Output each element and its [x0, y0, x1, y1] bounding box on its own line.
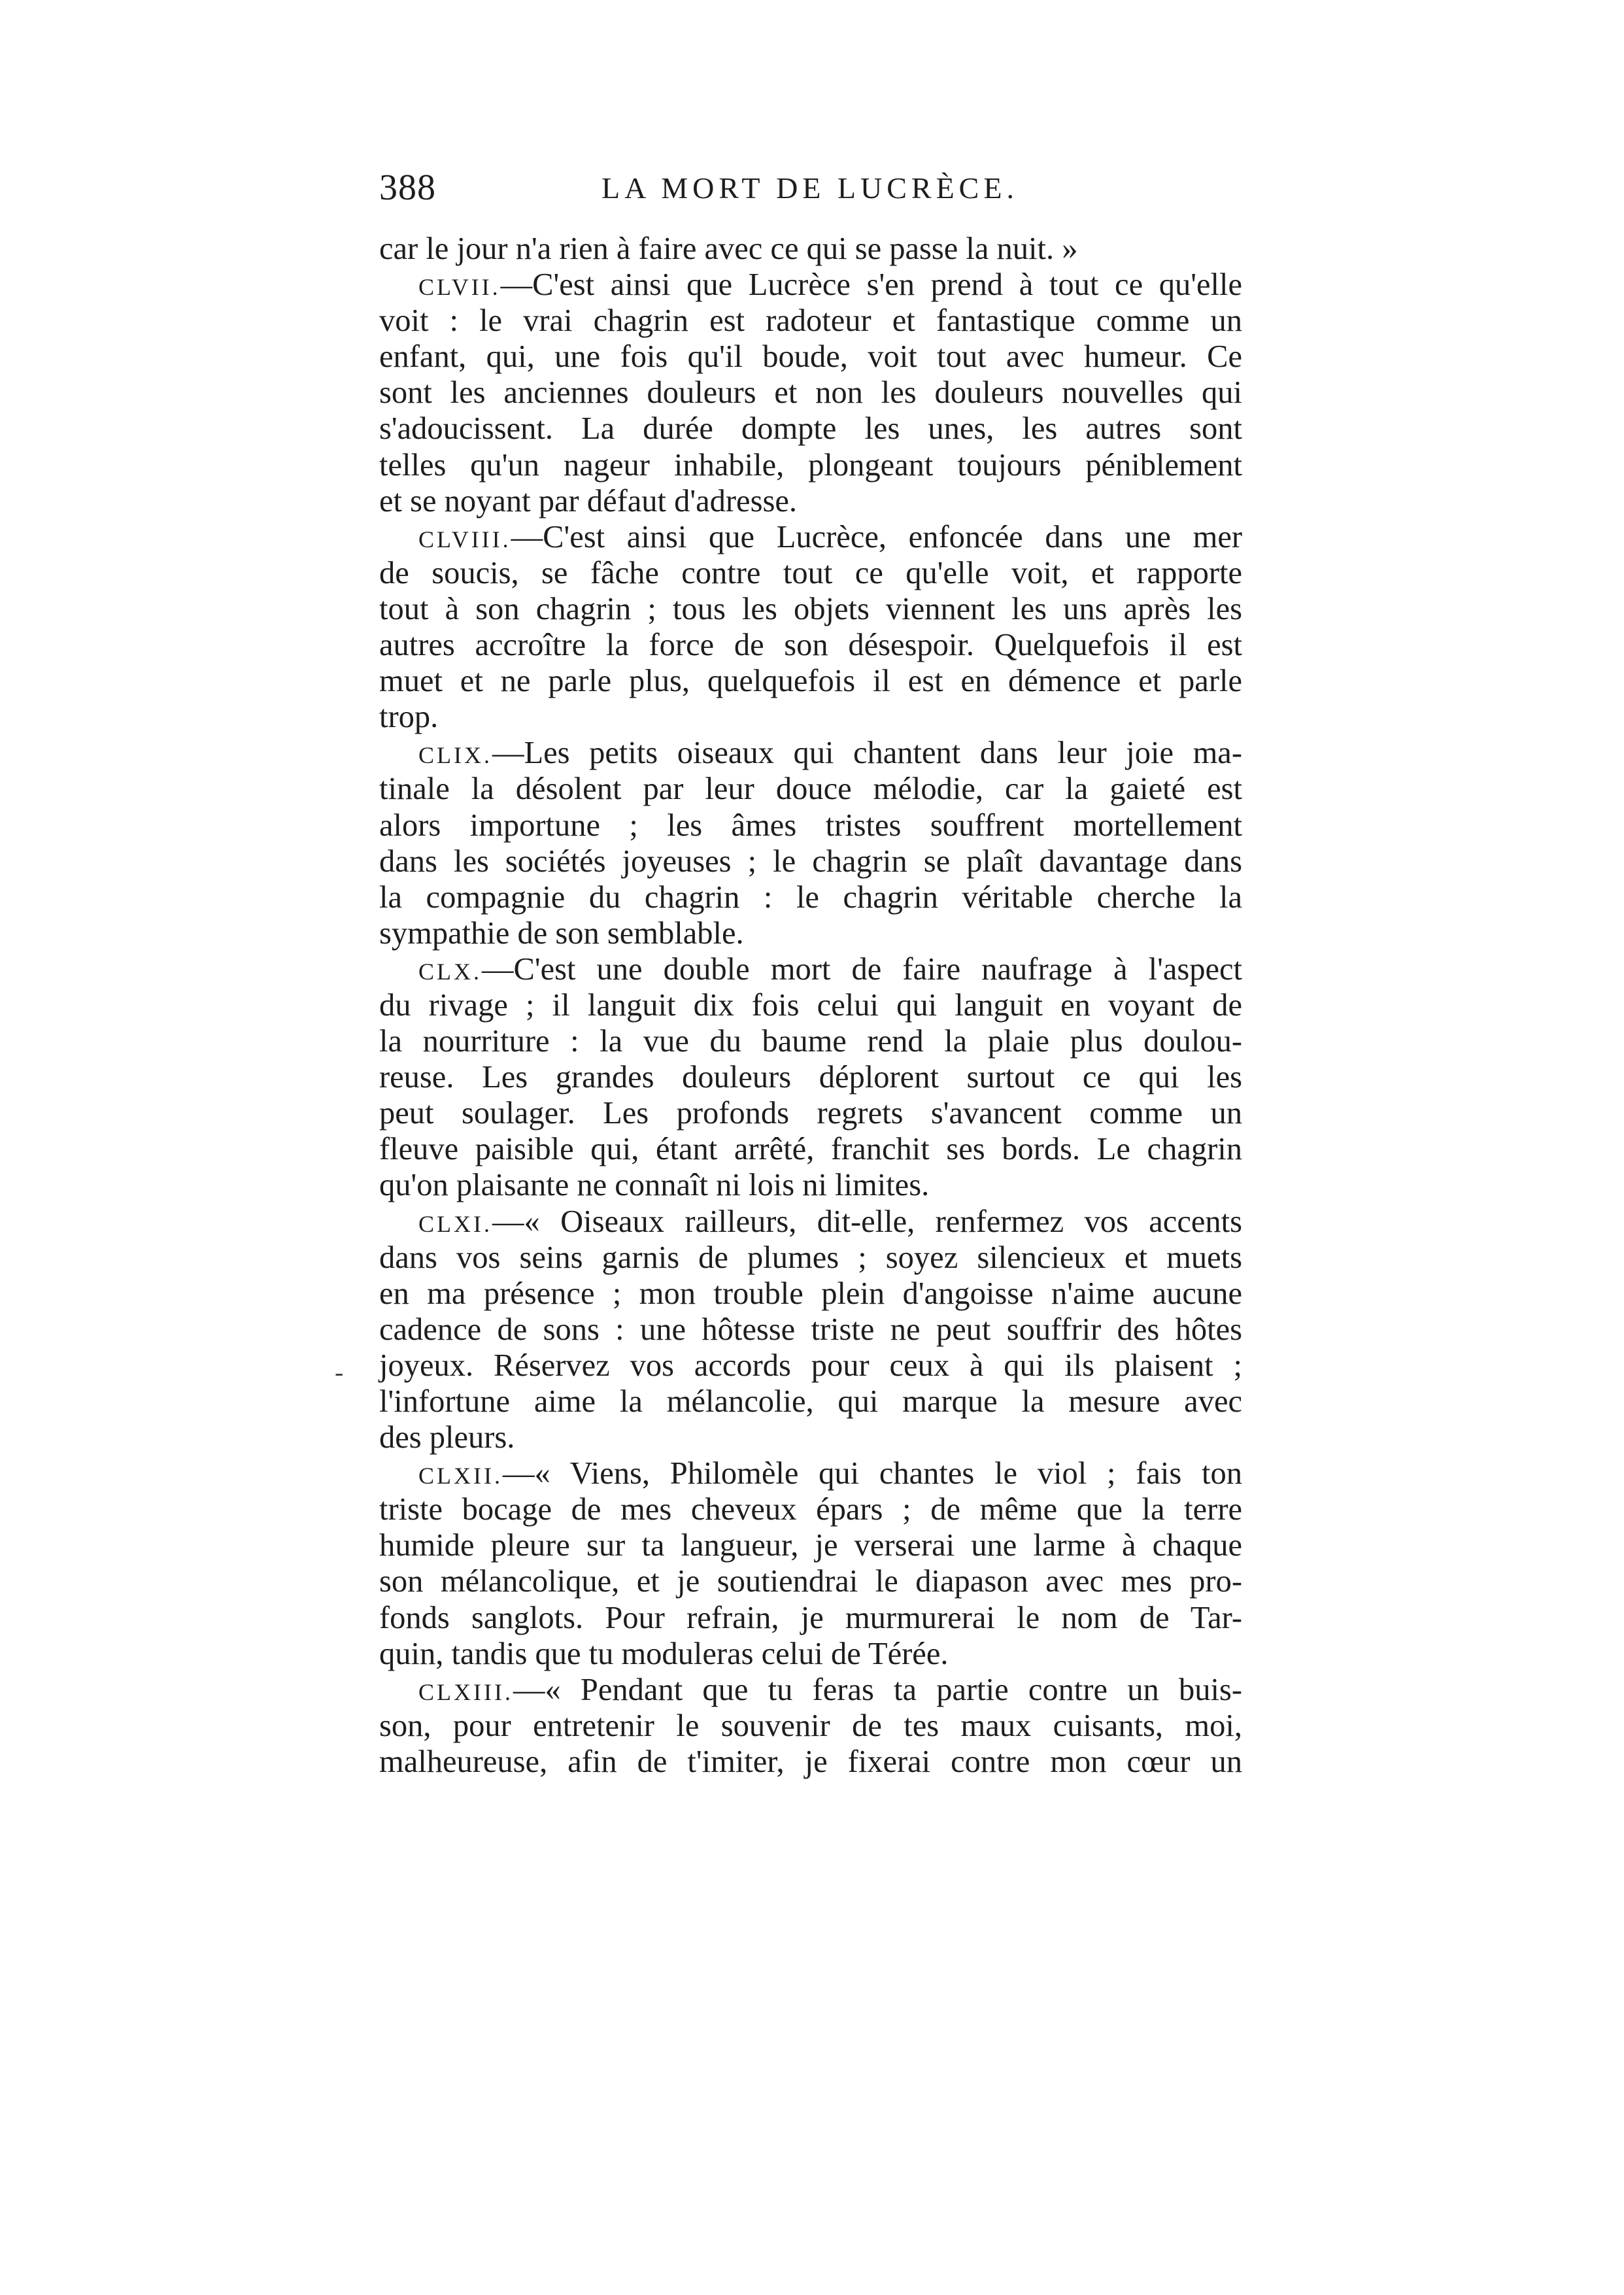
text-line [379, 879, 1242, 915]
text-line [379, 663, 1242, 699]
line-text: autres accroître la force de son désespoir. Quelquefois il est [379, 628, 1242, 663]
text-line [379, 375, 1242, 411]
text-line [379, 267, 1242, 303]
line-text: —« Pendant que tu feras ta partie contre un buis- [513, 1672, 1242, 1707]
line-text: sympathie de son semblable. [379, 915, 744, 951]
page-header [379, 167, 1242, 219]
text-line [379, 1276, 1242, 1312]
line-text: enfant, qui, une fois qu'il boude, voit tout avec humeur. Ce [379, 339, 1242, 375]
section-numeral: CLVIII. [418, 526, 511, 552]
text-line [379, 1672, 1242, 1708]
paragraph-clxii [379, 1455, 1242, 1672]
text-line [379, 447, 1242, 483]
line-text: muet et ne parle plus, quelquefois il est en démence et parle [379, 664, 1242, 699]
line-text: —C'est ainsi que Lucrèce, enfoncée dans une mer [511, 519, 1242, 554]
section-numeral: CLXIII. [418, 1678, 513, 1705]
section-numeral: CLXI. [418, 1210, 492, 1237]
line-text: telles qu'un nageur inhabile, plongeant toujours péniblement [379, 447, 1242, 483]
paragraph-clxiii [379, 1672, 1242, 1780]
line-text: de soucis, se fâche contre tout ce qu'elle voit, et rapporte [379, 555, 1242, 590]
paragraph-clix [379, 735, 1242, 951]
line-text: malheureuse, afin de t'imiter, je fixerai contre mon cœur un [379, 1744, 1242, 1779]
text-line [379, 1455, 1242, 1491]
text-line [379, 411, 1242, 447]
page-number: 388 [379, 167, 436, 208]
text-line [379, 1491, 1242, 1527]
line-text: cadence de sons : une hôtesse triste ne peut souffrir des hôtes [379, 1312, 1242, 1347]
line-text: son mélancolique, et je soutiendrai le diapason avec mes pro- [379, 1564, 1242, 1599]
text-line [379, 1636, 1242, 1672]
body-text [379, 231, 1242, 1780]
line-text: des pleurs. [379, 1420, 515, 1455]
text-line [379, 1708, 1242, 1744]
line-text: reuse. Les grandes douleurs déplorent surtout ce qui les [379, 1060, 1242, 1095]
line-text: l'infortune aime la mélancolie, qui marque la mesure avec [379, 1384, 1242, 1419]
line-text: —Les petits oiseaux qui chantent dans leur joie ma- [492, 736, 1242, 771]
text-line [379, 339, 1242, 375]
line-text: sont les anciennes douleurs et non les douleurs nouvelles qui [379, 375, 1242, 411]
running-head: LA MORT DE LUCRÈCE. [601, 171, 1019, 205]
line-text: —C'est une double mort de faire naufrage à l'aspect [482, 951, 1242, 987]
line-text: fleuve paisible qui, étant arrêté, franchit ses bords. Le chagrin [379, 1132, 1242, 1167]
line-text: dans vos seins garnis de plumes ; soyez silencieux et muets [379, 1240, 1242, 1275]
line-text: dans les sociétés joyeuses ; le chagrin se plaît davantage dans [379, 843, 1242, 879]
text-line [379, 555, 1242, 591]
paragraph-p0 [379, 231, 1242, 267]
text-line [379, 1095, 1242, 1131]
text-line [379, 1131, 1242, 1167]
line-text: peut soulager. Les profonds regrets s'avancent comme un [379, 1096, 1242, 1131]
paragraph-clx [379, 951, 1242, 1204]
text-line [379, 231, 1242, 267]
text-line [379, 1167, 1242, 1203]
line-text: voit : le vrai chagrin est radoteur et fantastique comme un [379, 303, 1242, 339]
text-line [379, 1204, 1242, 1240]
line-text: —« Viens, Philomèle qui chantes le viol ; fais ton [502, 1456, 1242, 1491]
line-text: qu'on plaisante ne connaît ni lois ni limites. [379, 1168, 930, 1203]
line-text: —C'est ainsi que Lucrèce s'en prend à tout ce qu'elle [500, 267, 1242, 303]
line-text: et se noyant par défaut d'adresse. [379, 483, 797, 518]
text-line [379, 843, 1242, 879]
text-line [379, 771, 1242, 807]
text-line [379, 1744, 1242, 1780]
paragraph-clxi [379, 1204, 1242, 1456]
line-text: car le jour n'a rien à faire avec ce qui se passe la nuit. » [379, 231, 1078, 266]
text-line [379, 519, 1242, 555]
text-line [379, 1420, 1242, 1455]
text-line [379, 808, 1242, 843]
line-text: du rivage ; il languit dix fois celui qui languit en voyant de [379, 987, 1242, 1023]
text-line [379, 735, 1242, 771]
text-line [379, 915, 1242, 951]
line-text: en ma présence ; mon trouble plein d'angoisse n'aime aucune [379, 1276, 1242, 1311]
section-numeral: CLIX. [418, 742, 492, 769]
line-text: —« Oiseaux railleurs, dit-elle, renfermez vos accents [492, 1204, 1242, 1239]
text-line [379, 1563, 1242, 1599]
text-line [379, 1384, 1242, 1420]
line-text: s'adoucissent. La durée dompte les unes, les autres sont [379, 411, 1242, 447]
section-numeral: CLX. [418, 958, 482, 985]
line-text: triste bocage de mes cheveux épars ; de même que la terre [379, 1492, 1242, 1527]
line-text: humide pleure sur ta langueur, je verserai une larme à chaque [379, 1528, 1242, 1563]
text-line [379, 699, 1242, 735]
paragraph-clviii [379, 519, 1242, 736]
line-text: son, pour entretenir le souvenir de tes maux cuisants, moi, [379, 1708, 1242, 1743]
text-line [379, 303, 1242, 339]
line-text: fonds sanglots. Pour refrain, je murmurerai le nom de Tar- [379, 1600, 1242, 1635]
section-numeral: CLVII. [418, 274, 501, 301]
line-text: joyeux. Réservez vos accords pour ceux à qui ils plaisent ; [379, 1348, 1242, 1383]
text-line [379, 1527, 1242, 1563]
line-text: tout à son chagrin ; tous les objets viennent les uns après les [379, 591, 1242, 626]
line-text: la compagnie du chagrin : le chagrin véritable cherche la [379, 879, 1242, 915]
line-text: trop. [379, 700, 439, 735]
text-line [379, 1348, 1242, 1384]
text-line [379, 1312, 1242, 1348]
text-line [379, 987, 1242, 1023]
text-line [379, 1600, 1242, 1636]
margin-mark: - [335, 1357, 344, 1387]
line-text: tinale la désolent par leur douce mélodie, car la gaieté est [379, 772, 1242, 807]
text-line [379, 1023, 1242, 1059]
paragraph-clvii [379, 267, 1242, 519]
text-line [379, 1059, 1242, 1095]
text-line [379, 1240, 1242, 1276]
line-text: quin, tandis que tu moduleras celui de Térée. [379, 1636, 949, 1671]
text-line [379, 627, 1242, 663]
text-line [379, 951, 1242, 987]
text-line [379, 591, 1242, 627]
text-line [379, 483, 1242, 519]
section-numeral: CLXII. [418, 1463, 503, 1489]
line-text: alors importune ; les âmes tristes souffrent mortellement [379, 808, 1242, 843]
line-text: la nourriture : la vue du baume rend la plaie plus doulou- [379, 1024, 1242, 1059]
